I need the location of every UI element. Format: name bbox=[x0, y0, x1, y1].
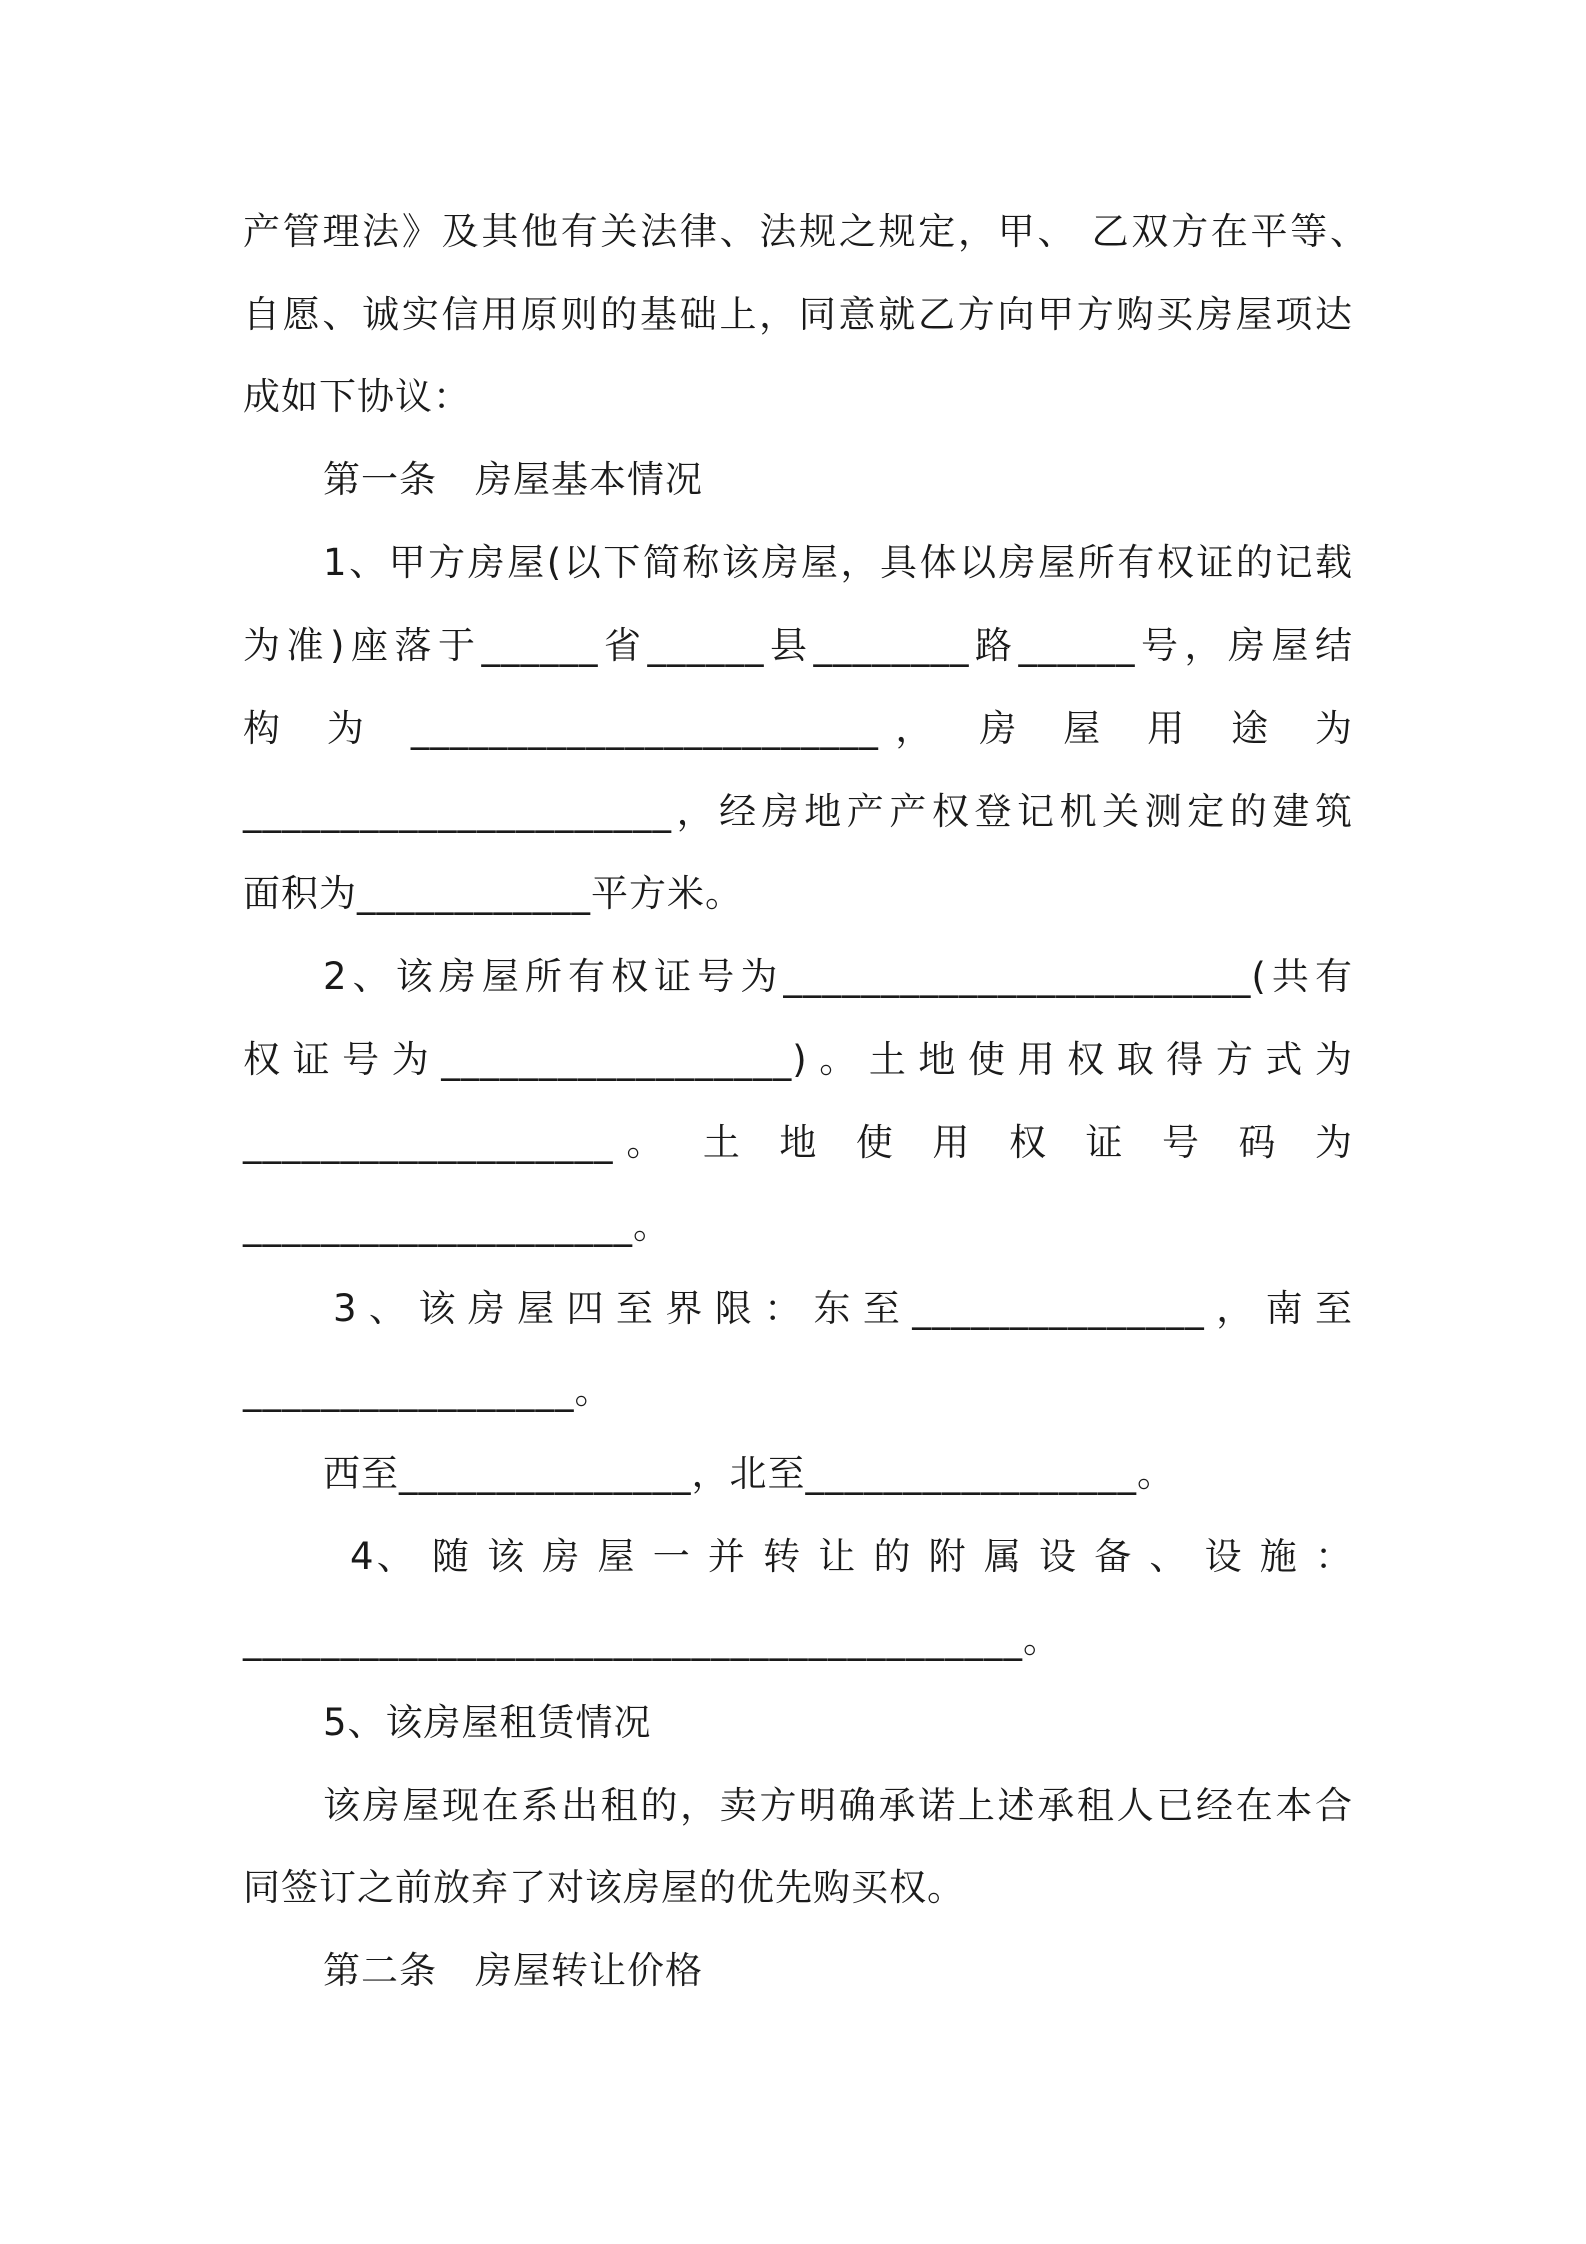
text-line: 该房屋现在系出租的，卖方明确承诺上述承租人已经在本合 bbox=[323, 1784, 1353, 1827]
text-line: 2、该房屋所有权证号为________________________(共有 bbox=[323, 955, 1353, 998]
text-line: 5、该房屋租赁情况 bbox=[323, 1701, 652, 1744]
text-line: ____________________。 bbox=[243, 1204, 671, 1247]
text-line: ________________________________________。 bbox=[243, 1618, 1061, 1661]
text-line: 1、甲方房屋(以下简称该房屋，具体以房屋所有权证的记载 bbox=[323, 541, 1353, 584]
text-line: 权证号为__________________)。土地使用权取得方式为 bbox=[243, 1038, 1353, 1081]
text-line: ______________________，经房地产产权登记机关测定的建筑 bbox=[243, 790, 1353, 833]
text-line: 面积为____________平方米。 bbox=[243, 872, 743, 915]
text-line: 4、 随 该 房 屋 一 并 转 让 的 附 属 设 备 、 设 施 ： bbox=[350, 1535, 1353, 1578]
section-heading: 第一条 房屋基本情况 bbox=[323, 458, 703, 501]
text-line: 成如下协议： bbox=[243, 375, 471, 418]
text-line: 同签订之前放弃了对该房屋的优先购买权。 bbox=[243, 1866, 965, 1909]
text-line: 自愿、诚实信用原则的基础上，同意就乙方向甲方购买房屋项达 bbox=[243, 293, 1353, 336]
section-heading: 第二条 房屋转让价格 bbox=[323, 1949, 703, 1992]
text-line: 产管理法》及其他有关法律、法规之规定，甲、 乙双方在平等、 bbox=[243, 210, 1368, 253]
text-line: 3、该房屋四至界限：东至_______________，南至 bbox=[333, 1287, 1353, 1330]
text-line: 为准)座落于______省______县________路______号，房屋结 bbox=[243, 624, 1353, 667]
text-line: ___________________。 土 地 使 用 权 证 号 码 为 bbox=[243, 1121, 1353, 1164]
text-line: _________________。 bbox=[243, 1369, 613, 1412]
text-line: 构 为 ________________________， 房 屋 用 途 为 bbox=[243, 707, 1353, 750]
text-line: 西至_______________，北至_________________。 bbox=[323, 1452, 1175, 1495]
